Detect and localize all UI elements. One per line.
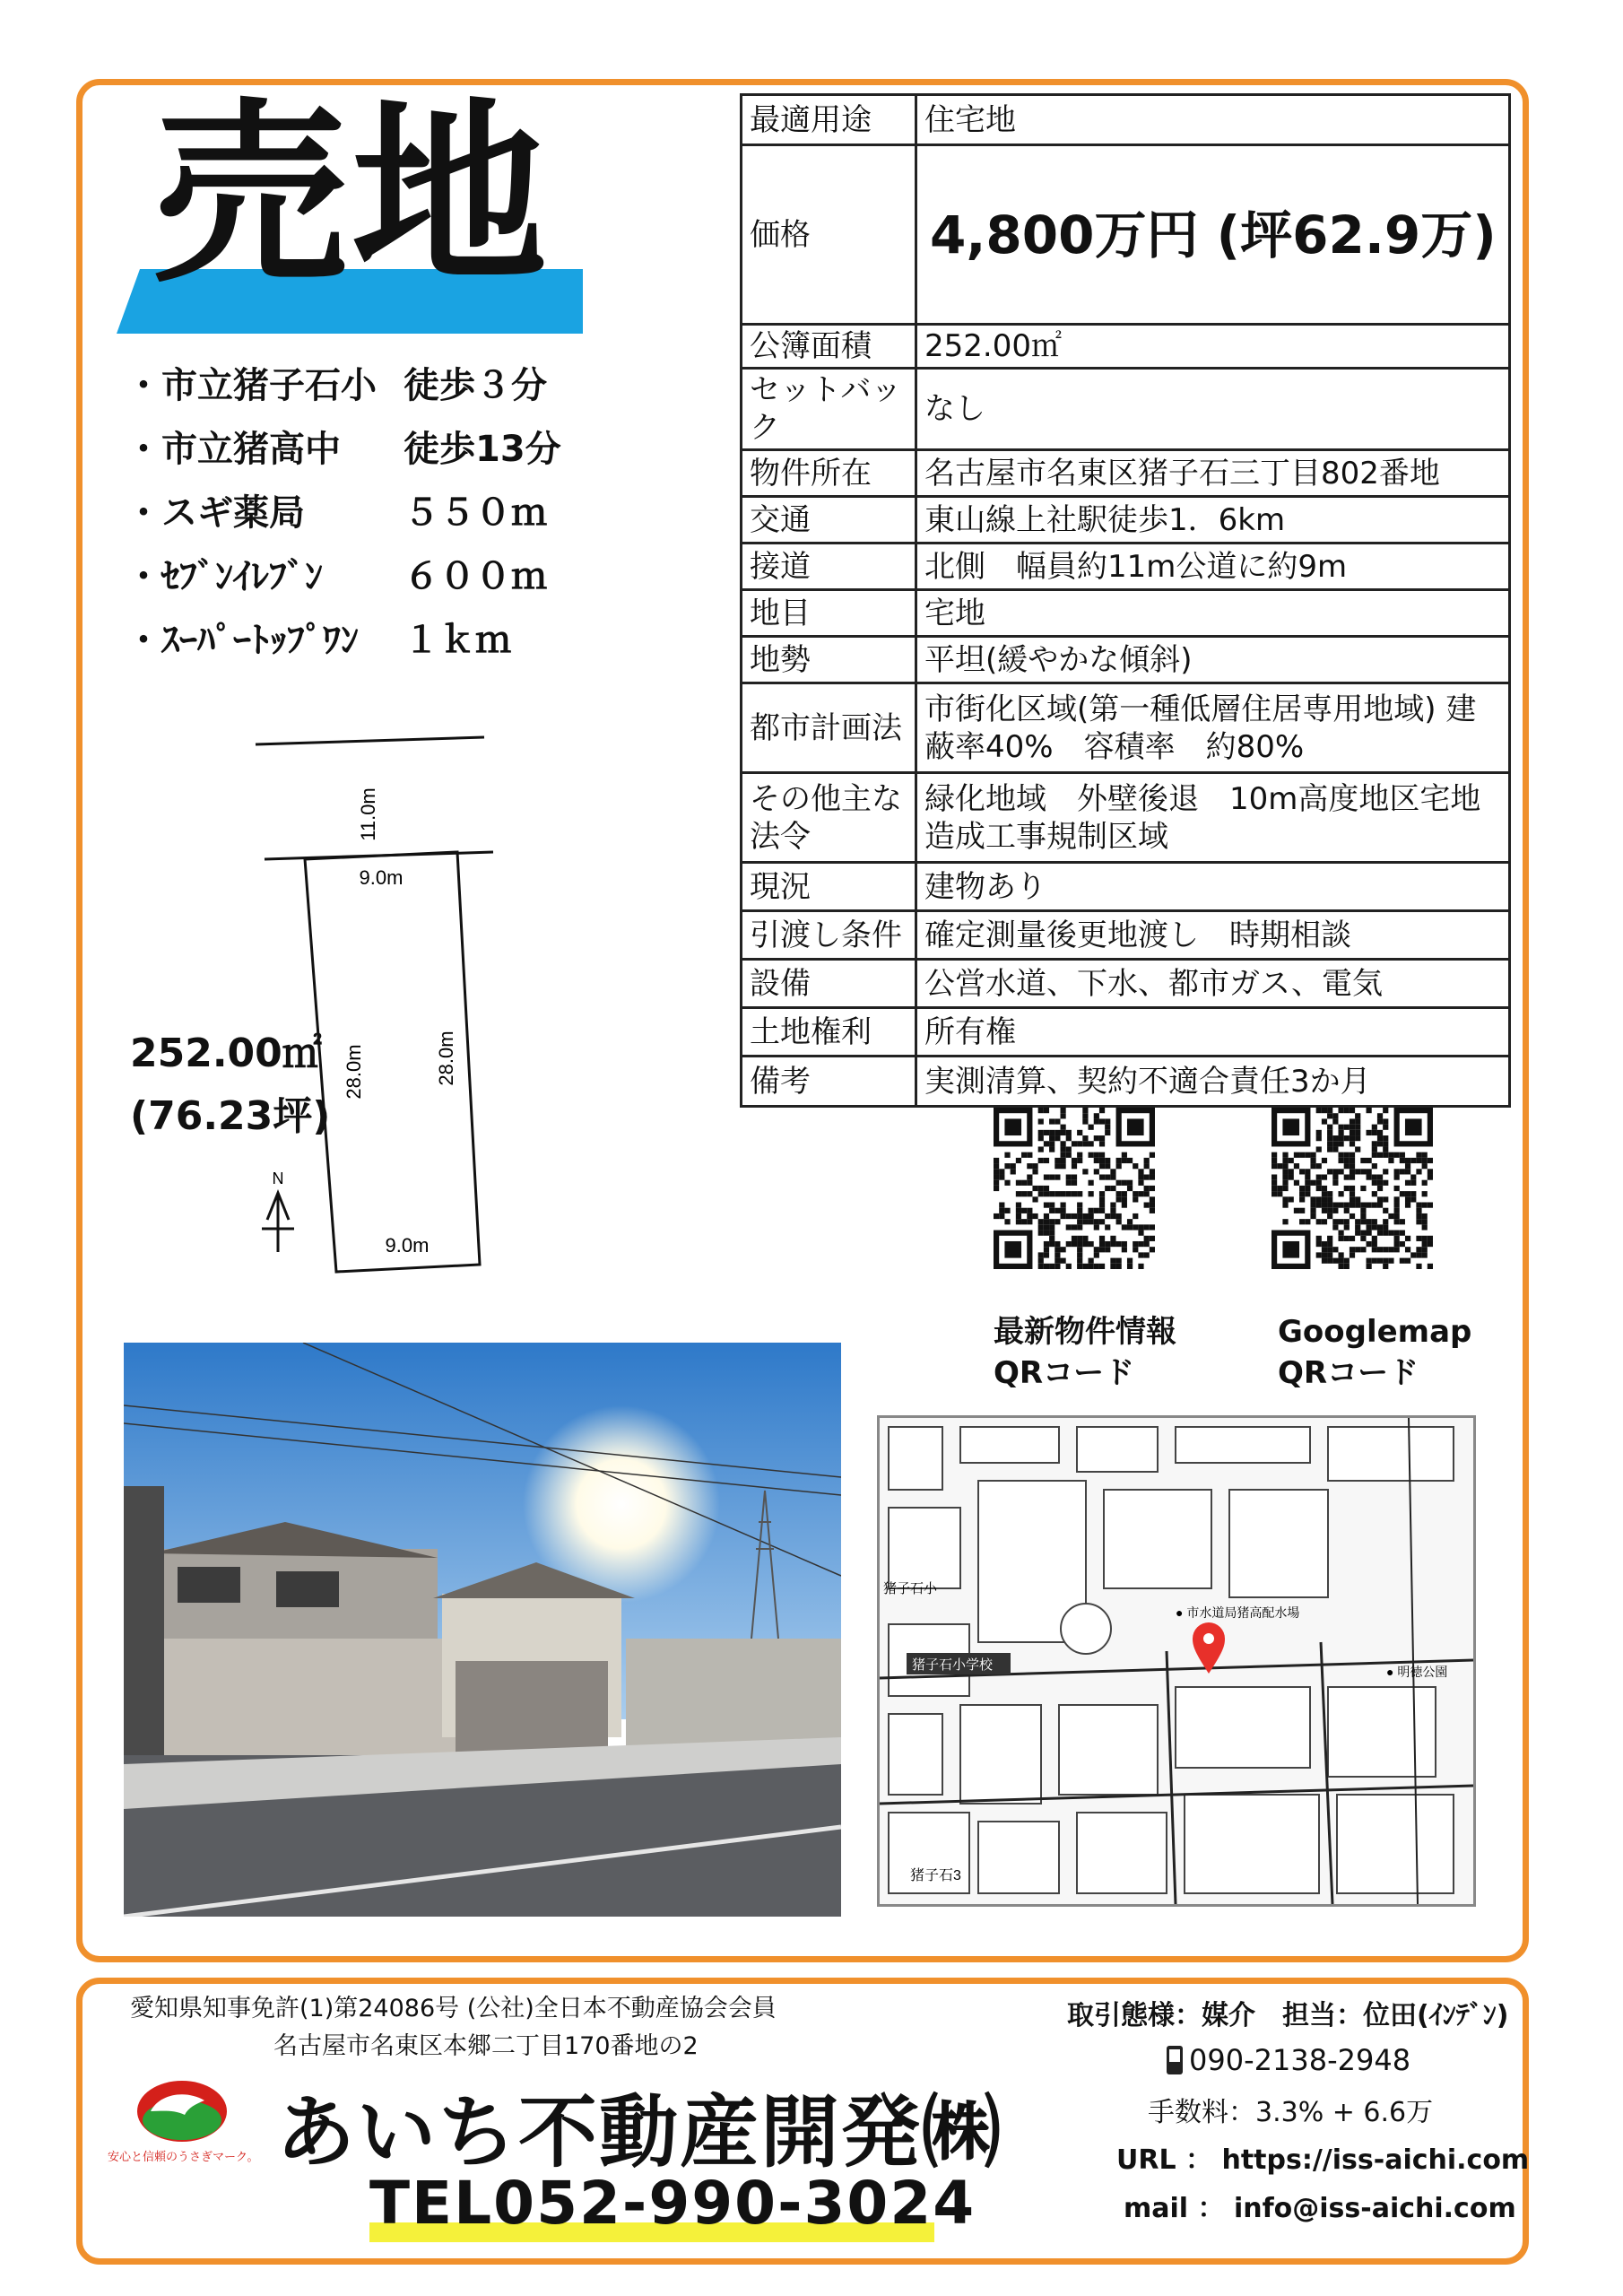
lot-right-depth: 28.0m [435, 1031, 457, 1086]
facility-distance: １ｋｍ [404, 620, 511, 661]
logo-tagline: 安心と信頼のうさぎマーク。 [108, 2151, 259, 2164]
mobile-number[interactable] [1166, 2043, 1410, 2077]
water-tank [1061, 1604, 1111, 1654]
spec-label: 最適用途 [742, 95, 916, 145]
map-label-park: ● 明徳公園 [1386, 1665, 1448, 1679]
spec-value: 東山線上社駅徒歩1．6km [916, 497, 1510, 544]
lot-top-width: 9.0m [359, 866, 404, 889]
spec-label: 土地権利 [742, 1008, 916, 1057]
garage-wall [456, 1661, 608, 1760]
qr-caption-property [994, 1311, 1176, 1394]
table-row [742, 497, 1510, 544]
spec-label: 価格 [742, 145, 916, 325]
spec-label: 引渡し条件 [742, 911, 916, 960]
company-tel[interactable]: TEL052-990-3024 [369, 2169, 976, 2238]
lot-area-sqm: 252.00㎡ [130, 1031, 322, 1076]
facility-item [126, 545, 561, 609]
qr-caption-line: QRコード [994, 1355, 1135, 1391]
deal-type: 取引態様：媒介 担当：位田(ｲﾝﾃﾞﾝ) [1067, 2000, 1509, 2031]
spec-label: 設備 [742, 960, 916, 1008]
spec-label: 接道 [742, 544, 916, 590]
spec-value: なし [916, 369, 1510, 450]
spec-label: 公簿面積 [742, 325, 916, 369]
table-row [742, 773, 1510, 863]
lot-left-depth: 28.0m [343, 1044, 365, 1100]
table-row [742, 369, 1510, 450]
location-map[interactable] [877, 1415, 1476, 1907]
table-row [742, 960, 1510, 1008]
north-arrow-icon [262, 1193, 294, 1252]
qr-caption-line: Googlemap [1278, 1314, 1472, 1350]
spec-value: 宅地 [916, 590, 1510, 637]
map-label-water: ● 市水道局猪高配水場 [1176, 1605, 1300, 1620]
facility-distance: 徒歩13分 [404, 429, 561, 470]
facility-item [126, 482, 561, 545]
location-pin-icon [1193, 1622, 1225, 1674]
qr-code-property-info[interactable] [994, 1108, 1155, 1269]
table-row [742, 1057, 1510, 1107]
rabbit-logo-icon [133, 2074, 231, 2145]
spec-label: 地勢 [742, 637, 916, 683]
spec-label: 交通 [742, 497, 916, 544]
spec-label: セットバック [742, 369, 916, 450]
table-row [742, 95, 1510, 145]
spec-value: 所有権 [916, 1008, 1510, 1057]
property-spec-table [740, 93, 1511, 1108]
table-row [742, 450, 1510, 497]
spec-value: 市街化区域(第一種低層住居専用地域) 建蔽率40% 容積率 約80% [916, 683, 1510, 773]
spec-label: 地目 [742, 590, 916, 637]
spec-value: 実測清算、契約不適合責任3か月 [916, 1057, 1510, 1107]
facility-name: ・市立猪高中 [126, 429, 341, 470]
nearby-facilities [126, 354, 561, 673]
spec-value: 緑化地域 外壁後退 10m高度地区宅地造成工事規制区域 [916, 773, 1510, 863]
fee-info: 手数料：3.3% + 6.6万 [1148, 2097, 1434, 2128]
plot-diagram [242, 718, 511, 1292]
mobile-number-text: 090-2138-2948 [1189, 2043, 1411, 2077]
qr-code-google-map[interactable] [1271, 1108, 1433, 1269]
facility-name: ・市立猪子石小 [126, 365, 377, 406]
spec-label: 物件所在 [742, 450, 916, 497]
spec-value: 252.00㎡ [916, 325, 1510, 369]
spec-value: 公営水道、下水、都市ガス、電気 [916, 960, 1510, 1008]
facility-name: ・ｽｰﾊﾟｰﾄｯﾌﾟﾜﾝ [126, 620, 359, 661]
table-row [742, 683, 1510, 773]
table-row [742, 911, 1510, 960]
spec-label: 備考 [742, 1057, 916, 1107]
map-label-area: 猪子石3 [910, 1868, 961, 1883]
table-row [742, 145, 1510, 325]
website-url[interactable]: URL ： https://iss-aichi.com [1116, 2144, 1530, 2176]
spec-value: 平坦(緩やかな傾斜) [916, 637, 1510, 683]
facility-distance: ６００ｍ [404, 556, 547, 597]
qr-caption-line: 最新物件情報 [994, 1314, 1176, 1350]
spec-value: 建物あり [916, 863, 1510, 911]
facility-item [126, 609, 561, 673]
lot-bottom-width: 9.0m [385, 1234, 430, 1257]
spec-value: 確定測量後更地渡し 時期相談 [916, 911, 1510, 960]
spec-label: 現況 [742, 863, 916, 911]
spec-value: 北側 幅員約11m公道に約9m [916, 544, 1510, 590]
spec-value: 住宅地 [916, 95, 1510, 145]
facility-name: ・スギ薬局 [126, 492, 305, 534]
facility-name: ・ｾﾌﾞﾝｲﾚﾌﾞﾝ [126, 556, 323, 597]
road-width-label: 11.0m [357, 787, 379, 841]
table-row [742, 544, 1510, 590]
company-address: 名古屋市名東区本郷二丁目170番地の2 [273, 2032, 699, 2060]
facility-item [126, 354, 561, 418]
qr-caption-line: QRコード [1278, 1355, 1419, 1391]
facility-item [126, 418, 561, 482]
table-row [742, 1008, 1510, 1057]
lot-area-tsubo: (76.23坪) [130, 1093, 331, 1139]
qr-caption-map [1278, 1311, 1471, 1394]
house-left-lower [160, 1639, 456, 1755]
price-value: 4,800万円 (坪62.9万) [916, 145, 1510, 325]
road-line-top [256, 737, 484, 744]
mobile-phone-icon [1166, 2045, 1184, 2075]
table-row [742, 637, 1510, 683]
facility-distance: 徒歩３分 [404, 365, 547, 406]
license-info: 愛知県知事免許(1)第24086号 (公社)全日本不動産協会会員 [130, 1995, 777, 2022]
spec-label: その他主な法令 [742, 773, 916, 863]
spec-value: 名古屋市名東区猪子石三丁目802番地 [916, 450, 1510, 497]
page-title: 売地 [152, 83, 551, 309]
table-row [742, 590, 1510, 637]
north-label: N [272, 1170, 284, 1187]
email-address[interactable]: mail ： info@iss-aichi.com [1124, 2193, 1516, 2224]
company-name: あいち不動産開発㈱ [276, 2086, 1003, 2179]
table-row [742, 325, 1510, 369]
property-photo [124, 1343, 841, 1917]
map-label-school-stop: 猪子石小学校 [912, 1657, 994, 1673]
map-label-school: 猪子石小 [883, 1581, 938, 1596]
spec-label: 都市計画法 [742, 683, 916, 773]
table-row [742, 863, 1510, 911]
facility-distance: ５５０ｍ [404, 492, 547, 534]
